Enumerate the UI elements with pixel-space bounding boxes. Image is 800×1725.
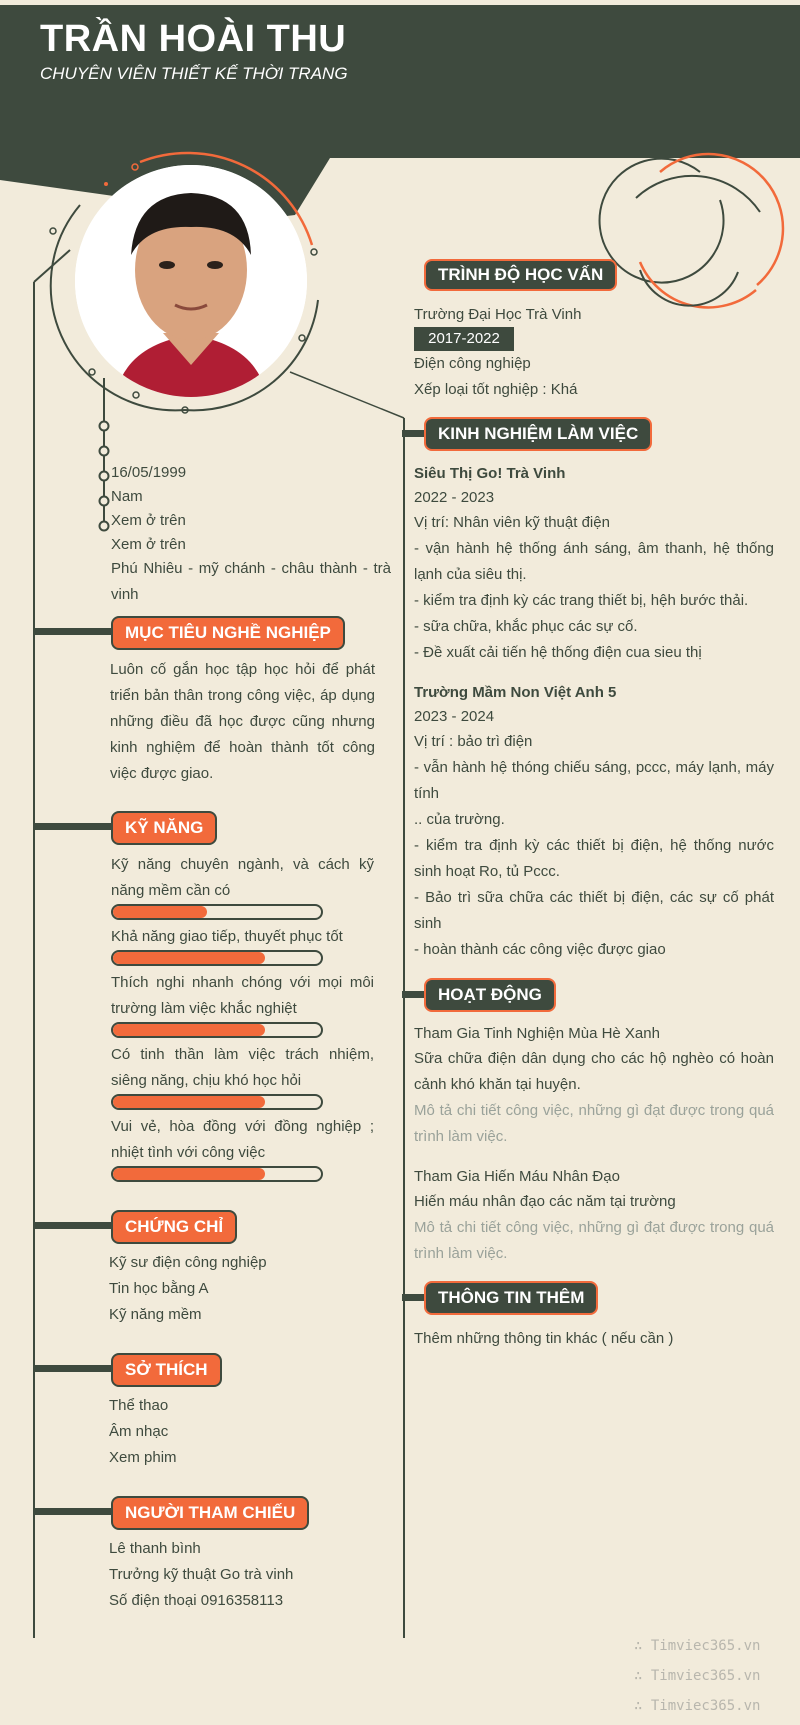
job-1-line-5: - Đề xuất cải tiến hệ thống điện cua sieu thị <box>414 644 702 661</box>
skill-bar-3 <box>111 1022 323 1038</box>
email: Xem ở trên <box>111 536 186 553</box>
certificate-item-3: Kỹ năng mềm <box>109 1306 202 1323</box>
skill-bar-2 <box>111 950 323 966</box>
skill-fill-5 <box>113 1168 265 1180</box>
job-1-line-4: - sữa chữa, khắc phục các sự cố. <box>414 618 638 635</box>
hobbies-title: SỞ THÍCH <box>111 1353 222 1387</box>
hobby-item-3: Xem phim <box>109 1449 177 1466</box>
watermark-3: ∴ Timviec365.vn <box>634 1698 761 1714</box>
extra-title: THÔNG TIN THÊM <box>424 1281 598 1315</box>
certificate-item-2: Tin học bằng A <box>109 1280 209 1297</box>
education-grade: Xếp loại tốt nghiệp : Khá <box>414 381 578 398</box>
candidate-name: TRẦN HOÀI THU <box>40 18 347 60</box>
experience-bar <box>402 430 426 437</box>
job-1-company: Siêu Thị Go! Trà Vinh <box>414 465 566 482</box>
skill-bar-5 <box>111 1166 323 1182</box>
job-2-line-3: .. của trường. <box>414 811 505 828</box>
address: Phú Nhiêu - mỹ chánh - châu thành - trà vinh <box>111 560 391 603</box>
birthdate: 16/05/1999 <box>111 464 187 481</box>
skills-bar <box>34 823 114 830</box>
certificates-title: CHỨNG CHỈ <box>111 1210 237 1244</box>
job-2-line-4: - kiểm tra định kỳ các thiết bị điện, hệ thống nước sinh hoạt Ro, tủ Pccc. <box>414 837 774 880</box>
job-2-company: Trường Mầm Non Việt Anh 5 <box>414 684 617 701</box>
reference-item-1: Lê thanh bình <box>109 1540 201 1557</box>
certificate-item-1: Kỹ sư điện công nghiệp <box>109 1254 267 1271</box>
education-years: 2017-2022 <box>414 327 514 351</box>
job-2-period: 2023 - 2024 <box>414 708 495 725</box>
objective-bar <box>34 628 114 635</box>
skills-title: KỸ NĂNG <box>111 811 217 845</box>
job-2-line-5: - Bảo trì sữa chữa các thiết bị điện, các sự cố phát sinh <box>414 889 774 932</box>
activities-title: HOẠT ĐỘNG <box>424 978 556 1012</box>
education-school: Trường Đại Học Trà Vinh <box>414 306 582 323</box>
education-major: Điện công nghiệp <box>414 355 531 372</box>
activity-2-name: Tham Gia Hiến Máu Nhân Đạo <box>414 1168 620 1185</box>
hobby-item-2: Âm nhạc <box>109 1423 169 1440</box>
activity-1-desc: Sữa chữa điện dân dụng cho các hộ nghèo có hoàn cảnh khó khăn tại huyện. <box>414 1050 774 1093</box>
activities-bar <box>402 991 426 998</box>
activity-1-name: Tham Gia Tinh Nghiện Mùa Hè Xanh <box>414 1025 660 1042</box>
watermark-1: ∴ Timviec365.vn <box>634 1638 761 1654</box>
skill-label-1: Kỹ năng chuyên ngành, và cách kỹ năng mềm cần có <box>111 856 374 899</box>
hobby-item-1: Thể thao <box>109 1397 169 1414</box>
skill-fill-3 <box>113 1024 265 1036</box>
candidate-role: CHUYÊN VIÊN THIẾT KẾ THỜI TRANG <box>40 64 348 83</box>
reference-item-2: Trưởng kỹ thuật Go trà vinh <box>109 1566 294 1583</box>
activity-1-hint: Mô tả chi tiết công việc, những gì đạt được trong quá trình làm việc. <box>414 1102 774 1145</box>
extra-bar <box>402 1294 426 1301</box>
skill-label-3: Thích nghi nhanh chóng với mọi môi trường làm việc khắc nghiệt <box>111 974 374 1017</box>
gender: Nam <box>111 488 143 505</box>
reference-item-3: Số điện thoại 0916358113 <box>109 1592 284 1609</box>
hobbies-bar <box>34 1365 114 1372</box>
extra-text: Thêm những thông tin khác ( nếu cần ) <box>414 1330 674 1347</box>
job-1-period: 2022 - 2023 <box>414 489 495 506</box>
job-2-line-2: - vẫn hành hệ thóng chiếu sáng, pccc, máy lạnh, máy tính <box>414 759 774 802</box>
objective-text: Luôn cố gắn học tập học hỏi để phát triển bản thân trong công việc, áp dụng những điều đã học được cũng nhưng kinh nghiệm để hoàn thành tốt công việc được giao. <box>110 661 375 782</box>
job-2-line-1: Vị trí : bảo trì điện <box>414 733 533 750</box>
objective-title: MỤC TIÊU NGHỀ NGHIỆP <box>111 616 345 650</box>
skill-bar-1 <box>111 904 323 920</box>
avatar <box>75 165 307 397</box>
activity-2-desc: Hiến máu nhân đạo các năm tại trường <box>414 1193 676 1210</box>
experience-title: KINH NGHIỆM LÀM VIỆC <box>424 417 652 451</box>
education-title: TRÌNH ĐỘ HỌC VẤN <box>424 259 617 291</box>
skill-label-2: Khả năng giao tiếp, thuyết phục tốt <box>111 928 343 945</box>
job-1-line-3: - kiểm tra định kỳ các trang thiết bị, hệh bước thải. <box>414 592 749 609</box>
skill-fill-2 <box>113 952 265 964</box>
skill-label-4: Có tinh thần làm việc trách nhiệm, siêng năng, chịu khó học hỏi <box>111 1046 374 1089</box>
references-title: NGƯỜI THAM CHIẾU <box>111 1496 309 1530</box>
skill-fill-4 <box>113 1096 265 1108</box>
job-1-line-1: Vị trí: Nhân viên kỹ thuật điện <box>414 514 610 531</box>
phone: Xem ở trên <box>111 512 186 529</box>
job-1-line-2: - vận hành hệ thống ánh sáng, âm thanh, hệ thống lạnh của siêu thị. <box>414 540 774 583</box>
job-2-line-6: - hoàn thành các công việc được giao <box>414 941 666 958</box>
references-bar <box>34 1508 114 1515</box>
skill-fill-1 <box>113 906 207 918</box>
skill-label-5: Vui vẻ, hòa đồng với đồng nghiệp ; nhiệt tình với công việc <box>111 1118 374 1161</box>
activity-2-hint: Mô tả chi tiết công việc, những gì đạt được trong quá trình làm việc. <box>414 1219 774 1262</box>
skill-bar-4 <box>111 1094 323 1110</box>
watermark-2: ∴ Timviec365.vn <box>634 1668 761 1684</box>
certificates-bar <box>34 1222 114 1229</box>
